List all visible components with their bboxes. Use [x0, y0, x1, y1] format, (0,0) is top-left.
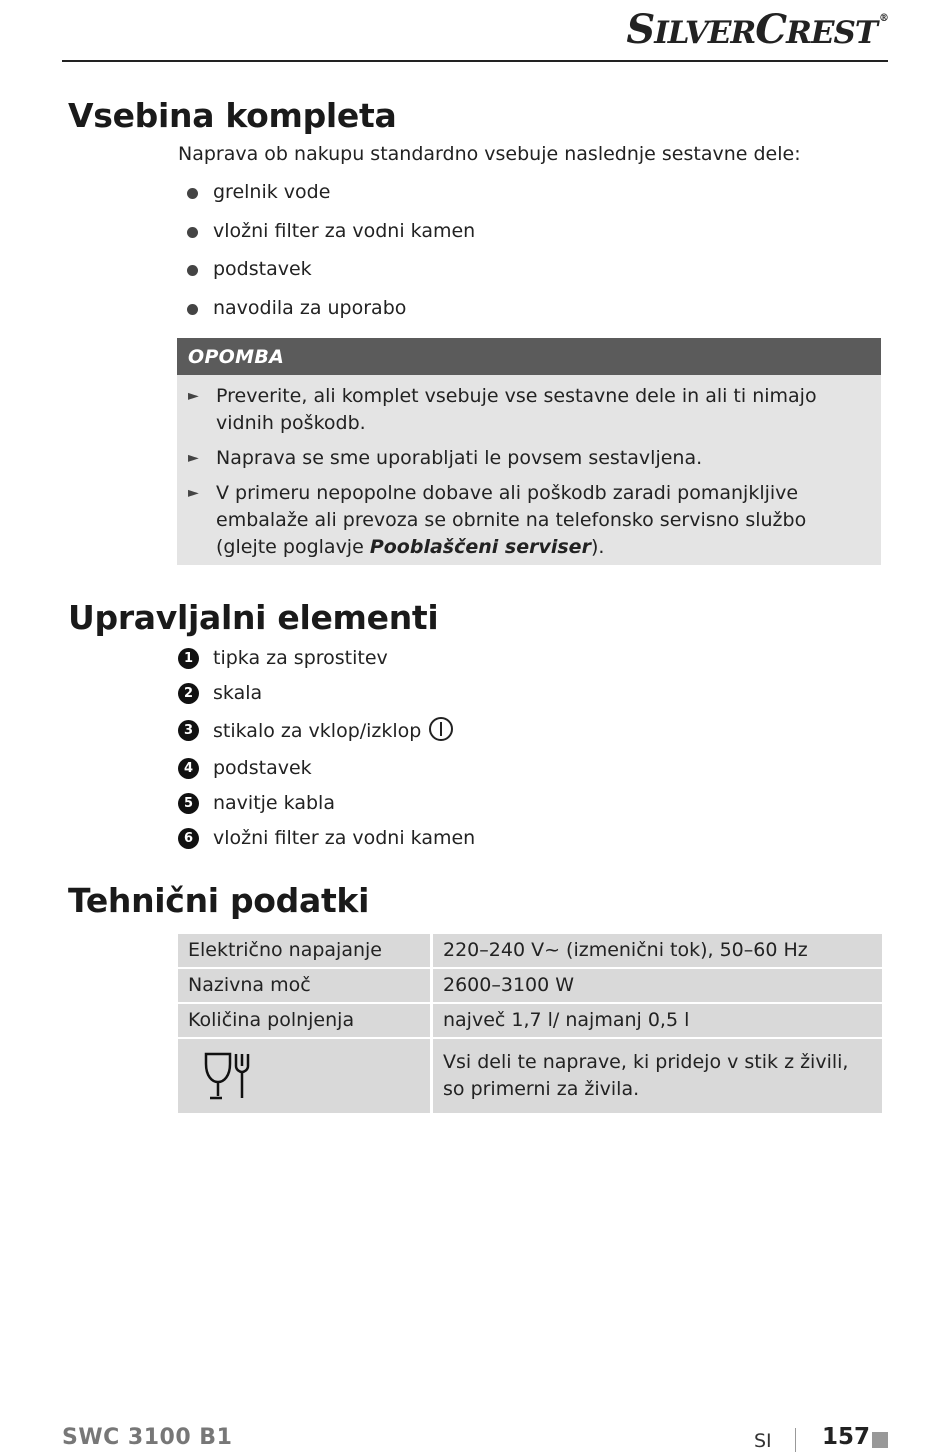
note-item: ► Preverite, ali komplet vsebuje vse sestavne dele in ali ti nimajo vidnih poškodb.: [188, 385, 817, 434]
food-safe-icon: [200, 1048, 260, 1104]
note-item: ► Naprava se sme uporabljati le povsem sestavljena.: [177, 445, 881, 472]
note-title: OPOMBA: [177, 338, 881, 375]
number-badge: 5: [178, 793, 199, 814]
note-list: [177, 375, 881, 561]
list-item: 1 tipka za sprostitev: [178, 645, 475, 680]
number-badge: 1: [178, 648, 199, 669]
list-item: 4 podstavek: [178, 755, 475, 790]
list-item: 6 vložni filter za vodni kamen: [178, 825, 475, 860]
number-badge: 3: [178, 720, 199, 741]
note-box: [177, 338, 881, 565]
section-title-controls: Upravljalni elementi: [68, 598, 439, 637]
arrow-right-icon: ►: [188, 485, 199, 501]
arrow-right-icon: ►: [188, 388, 199, 404]
spec-value: 2600–3100 W: [433, 969, 882, 1002]
table-row: [178, 1004, 882, 1037]
spec-value: največ 1,7 l/ najmanj 0,5 l: [433, 1004, 882, 1037]
arrow-right-icon: ►: [188, 450, 199, 466]
table-row: [178, 969, 882, 1002]
contents-intro: Naprava ob nakupu standardno vsebuje naslednje sestavne dele:: [178, 143, 801, 165]
list-item: podstavek: [178, 256, 475, 295]
page-number: 157: [822, 1424, 871, 1450]
table-row: [178, 934, 882, 967]
controls-list: [178, 645, 475, 860]
spec-key: Nazivna moč: [178, 969, 433, 1002]
bullet-icon: [187, 188, 198, 199]
footer-language: SI: [754, 1430, 772, 1452]
square-icon: [872, 1432, 888, 1448]
footer-separator: [795, 1428, 796, 1452]
brand-logo: SILVERCREST ®: [626, 6, 888, 53]
specs-table: [178, 932, 882, 1115]
power-icon: [429, 717, 453, 741]
spec-value: 220–240 V~ (izmenični tok), 50–60 Hz: [433, 934, 882, 967]
list-item: 5 navitje kabla: [178, 790, 475, 825]
section-title-specs: Tehnični podatki: [68, 881, 370, 920]
list-item: 3 stikalo za vklop/izklop: [178, 715, 475, 755]
list-item: grelnik vode: [178, 179, 475, 218]
bullet-icon: [187, 304, 198, 315]
spec-key: Količina polnjenja: [178, 1004, 433, 1037]
table-row: [178, 1039, 882, 1113]
list-item: 2 skala: [178, 680, 475, 715]
contents-list: [178, 179, 475, 333]
bullet-icon: [187, 227, 198, 238]
number-badge: 2: [178, 683, 199, 704]
bullet-icon: [187, 265, 198, 276]
chapter-reference: Pooblaščeni serviser: [369, 536, 591, 558]
spec-key: Električno napajanje: [178, 934, 433, 967]
footer-model: SWC 3100 B1: [62, 1425, 233, 1450]
list-item: navodila za uporabo: [178, 295, 475, 334]
header-rule: [62, 60, 888, 62]
number-badge: 6: [178, 828, 199, 849]
number-badge: 4: [178, 758, 199, 779]
section-title-contents: Vsebina kompleta: [68, 96, 397, 135]
list-item: vložni filter za vodni kamen: [178, 218, 475, 257]
food-safe-text: Vsi deli te naprave, ki pridejo v stik z živili, so primerni za živila.: [433, 1039, 882, 1113]
note-item: ► V primeru nepopolne dobave ali poškodb zaradi pomanjkljive embalaže ali prevoza se obrnite na telefonsko servisno službo (glejte poglavje Pooblaščeni serviser).: [188, 482, 807, 558]
food-safe-cell: [178, 1039, 433, 1113]
